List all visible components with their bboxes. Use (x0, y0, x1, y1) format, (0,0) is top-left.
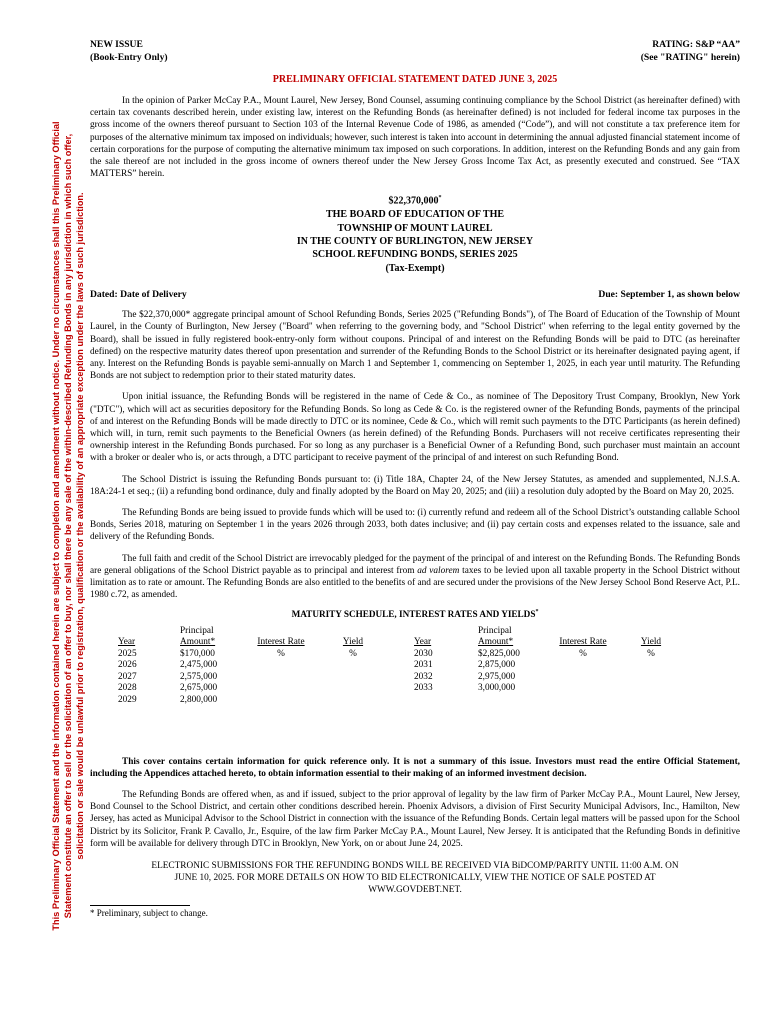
table-cell: 2030 (414, 648, 433, 659)
paragraph-authority: The School District is issuing the Refunding Bonds pursuant to: (i) Title 18A, Chapter 24, of the New Jersey Statutes, as amended and supplemented, N.J.S.A. 18A:24-1 et seq.; (ii) a refunding bond ordinance, duly and finally adopted by the Board on May 20, 2025; and (iii) a resolution duly adopted by the Board on May 20, 2025. (90, 474, 740, 497)
table-cell: 2032 (414, 671, 433, 682)
paragraph-purpose: The Refunding Bonds are being issued to provide funds which will be used to: (i) currently refund and redeem all of the School District’s outstanding callable School Bonds, Series 2018, maturing on September 1 in the years 2026 through 2033, both dates inclusive; and (ii) pay certain costs and expenses related to the issuance, sale and delivery of the Refunding Bonds. (90, 508, 740, 543)
table-cell: 2,575,000 (180, 671, 218, 682)
title-line-5: (Tax-Exempt) (385, 262, 445, 274)
maturity-schedule-title: MATURITY SCHEDULE, INTEREST RATES AND YIELDS* (291, 609, 539, 620)
table-cell: 2025 (118, 648, 137, 659)
paragraph-security: The full faith and credit of the School District are irrevocably pledged for the payment of the principal of and interest on the Refunding Bonds. The Refunding Bonds are general obligations of the School District payable as to principal and interest from ad valorem taxes to be levied upon all taxable property in the School District without limitation as to rate or amount. The Refunding Bonds are also entitled to the benefits of and are secured under the provisions of the New Jersey School Bond Reserve Act, P.L. 1980 c.72, as amended. (90, 553, 740, 601)
bond-title (90, 192, 740, 275)
title-line-2: TOWNSHIP OF MOUNT LAUREL (337, 222, 493, 234)
title-line-3: IN THE COUNTY OF BURLINGTON, NEW JERSEY (296, 235, 534, 247)
disclaimer-sidebar (50, 40, 86, 1012)
electronic-line-2: JUNE 10, 2025. FOR MORE DETAILS ON HOW TO BID ELECTRONICALLY, VIEW THE NOTICE OF SALE POSTED AT (174, 873, 656, 884)
left-yield-column (338, 626, 368, 661)
cover-header (90, 38, 740, 64)
document-page (90, 38, 740, 918)
header-year: Year (414, 637, 432, 648)
rating-reference: (See "RATING" herein) (640, 52, 740, 63)
header-interest-rate: Interest Rate (559, 637, 607, 648)
yield-percent: % (349, 648, 357, 659)
yield-percent: % (647, 648, 655, 659)
table-cell: 3,000,000 (478, 683, 516, 694)
bond-counsel-opinion: In the opinion of Parker McCay P.A., Mount Laurel, New Jersey, Bond Counsel, assuming continuing compliance by the School District (as hereinafter defined) with certain tax covenants described herein, under existing law, interest on the Refunding Bonds (as hereinafter defined) is not included for federal income tax purposes in the gross income of the owners thereof pursuant to Section 103 of the Internal Revenue Code of 1986, as amended (“Code”), and will not constitute a tax preference item for purposes of the alternative minimum tax imposed on individuals; however, such interest is taken into account in determining the annual adjusted financial statement income of certain corporations for the purpose of computing the alternative minimum tax imposed on such corporations. In addition, interest on the Refunding Bonds and any gain from the sale thereof are not included in the gross income of owners thereof under the New Jersey Gross Income Tax Act, as presently executed and construed. See “TAX MATTERS” herein. (90, 96, 740, 180)
new-issue-label: NEW ISSUE (90, 39, 143, 50)
disclaimer-line-2: Statement constitute an offer to sell or the solicitation of an offer to buy, nor shall there be any sale of the within-described Refunding Bonds in any jurisdiction in which such offer, (63, 133, 73, 919)
preliminary-heading: PRELIMINARY OFFICIAL STATEMENT DATED JUNE 3, 2025 (272, 74, 558, 85)
left-amount-column (180, 626, 217, 707)
disclaimer-line-1: This Preliminary Official Statement and the information contained herein are subject to completion and amendment without notice. Under no circumstances shall this Preliminary Official (51, 121, 61, 931)
maturity-schedule-table (90, 626, 740, 746)
electronic-submissions-notice (90, 860, 740, 897)
header-principal-top: Principal (478, 625, 512, 636)
right-year-column (414, 626, 433, 696)
table-cell: 2,975,000 (478, 671, 516, 682)
due-label: Due: September 1, as shown below (598, 289, 740, 301)
title-line-4: SCHOOL REFUNDING BONDS, SERIES 2025 (312, 249, 518, 261)
table-cell: $170,000 (180, 648, 215, 659)
left-year-column (118, 626, 137, 707)
rate-percent: % (579, 648, 587, 659)
rating-info (641, 38, 740, 64)
quick-reference-notice: This cover contains certain information for quick reference only. It is not a summary of this issue. Investors must read the entire Official Statement, including the Appendices attached hereto, to obtain information essential to their making of an informed investment decision. (90, 756, 740, 779)
table-cell: $2,825,000 (478, 648, 520, 659)
table-cell: 2033 (414, 683, 433, 694)
header-amount: Amount* (478, 637, 514, 648)
paragraph-issuance: The $22,370,000* aggregate principal amount of School Refunding Bonds, Series 2025 ("Refunding Bonds"), of The Board of Education of the Township of Mount Laurel, in the County of Burlington, New Jersey ("Board" when referring to the governing body, and "School District" when referring to the legal entity governed by the Board), shall be issued in fully registered book-entry-only form without coupons. Principal of and interest on the Refunding Bonds will be paid to DTC (as hereinafter defined) on the respective maturity dates thereof upon presentation and surrender of the Refunding Bonds to the School District or its hereinafter designated paying agent, if any. Interest on the Refunding Bonds is payable semi-annually on March 1 and September 1, commencing on September 1, 2025, in each year until maturity. The Refunding Bonds are not subject to redemption prior to their stated maturity dates. (90, 310, 740, 382)
table-cell: 2027 (118, 671, 137, 682)
footnote-divider (90, 905, 190, 906)
electronic-line-1: ELECTRONIC SUBMISSIONS FOR THE REFUNDING BONDS WILL BE RECEIVED VIA BiDCOMP/PARITY UNTIL 11:00 A.M. ON (151, 860, 679, 871)
book-entry-label: (Book-Entry Only) (90, 52, 168, 63)
header-yield: Yield (640, 637, 662, 648)
rating-label: RATING: S&P “AA” (652, 39, 740, 50)
header-yield: Yield (342, 637, 364, 648)
header-year: Year (118, 637, 136, 648)
rate-percent: % (277, 648, 285, 659)
paragraph-dtc: Upon initial issuance, the Refunding Bonds will be registered in the name of Cede & Co., as nominee of The Depository Trust Company, Brooklyn, New York ("DTC"), which will act as securities depository for the Refunding Bonds. So long as Cede & Co. is the registered owner of the Refunding Bonds, payments of the principal of and interest on the Refunding Bonds will be made directly to DTC or its nominee, Cede & Co., which will remit such payments to the DTC Participants (as herein defined) which will, in turn, remit such payments to the Beneficial Owners (as herein defined) of the Refunding Bonds. Purchasers will not receive certificates representing their ownership interest in the Refunding Bonds purchased. For so long as any purchaser is a Beneficial Owner of a Refunding Bond, such purchaser must maintain an account with a broker or dealer who is, or acts through, a DTC participant to receive payment of the principal of and interest on such Refunding Bond. (90, 392, 740, 464)
table-cell: 2028 (118, 683, 137, 694)
footnote-preliminary: * Preliminary, subject to change. (90, 907, 208, 918)
table-cell: 2026 (118, 660, 137, 671)
table-cell: 2,475,000 (180, 660, 218, 671)
header-principal-top: Principal (180, 625, 214, 636)
dated-label: Dated: Date of Delivery (90, 289, 187, 301)
right-yield-column (636, 626, 666, 661)
header-interest-rate: Interest Rate (257, 637, 305, 648)
table-cell: 2,875,000 (478, 660, 516, 671)
table-cell: 2,800,000 (180, 695, 218, 706)
table-cell: 2029 (118, 695, 137, 706)
bond-amount: $22,370,000* (388, 195, 442, 207)
title-line-1: THE BOARD OF EDUCATION OF THE (325, 209, 505, 221)
table-cell: 2,675,000 (180, 683, 218, 694)
issue-info (90, 38, 168, 64)
electronic-line-3: WWW.GOVDEBT.NET. (368, 885, 462, 896)
right-rate-column (548, 626, 618, 661)
disclaimer-line-3: solicitation or sale would be unlawful prior to registration, qualification or the availability of an appropriate exception under the laws of such jurisdiction. (75, 192, 85, 860)
right-amount-column (478, 626, 520, 696)
paragraph-offering: The Refunding Bonds are offered when, as and if issued, subject to the prior approval of legality by the law firm of Parker McCay P.A., Mount Laurel, New Jersey, Bond Counsel to the School District, and certain other conditions described herein. Phoenix Advisors, a division of First Security Municipal Advisors, Inc., Hamilton, New Jersey, has acted as Municipal Advisor to the School District in connection with the issuance of the Refunding Bonds. Certain legal matters will be passed upon for the School District by its Solicitor, Frank P. Cavallo, Jr., Esquire, of the law firm Parker McCay P.A., Mount Laurel, New Jersey. It is anticipated that the Refunding Bonds in definitive form will be available for delivery through DTC in Brooklyn, New York, on or about June 24, 2025. (90, 789, 740, 849)
header-amount: Amount* (180, 637, 216, 648)
left-rate-column (246, 626, 316, 661)
table-cell: 2031 (414, 660, 433, 671)
dated-due-line (90, 289, 740, 300)
